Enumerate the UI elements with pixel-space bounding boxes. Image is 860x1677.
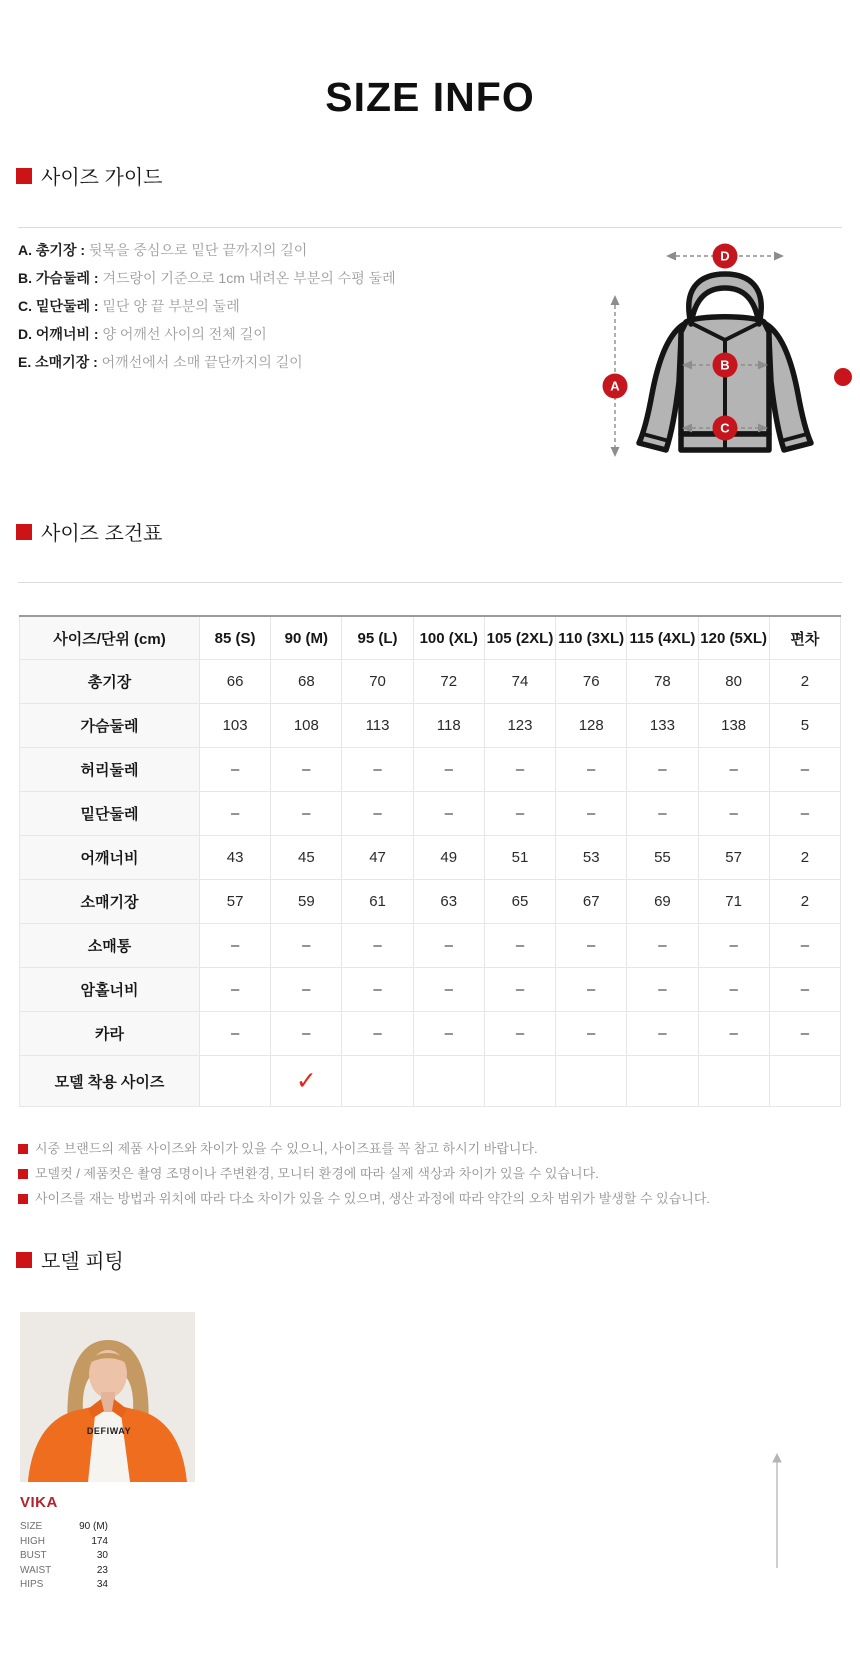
model-spec-row (20, 1549, 108, 1564)
model-specs (20, 1520, 108, 1593)
measure-item-label: E. 소매기장 : (18, 354, 102, 370)
size-chart-column-header: 85 (S) (200, 616, 271, 660)
size-chart-cell: 2 (769, 880, 840, 924)
size-chart-cell: 138 (698, 704, 769, 748)
size-chart-cell: 2 (769, 836, 840, 880)
size-chart-cell: 53 (556, 836, 627, 880)
size-chart-row (20, 704, 841, 748)
divider (18, 582, 842, 583)
size-chart-row-label: 모델 착용 사이즈 (20, 1056, 200, 1107)
size-chart-cell (200, 1056, 271, 1107)
size-guide-heading (16, 161, 860, 190)
size-chart-cell: 113 (342, 704, 413, 748)
size-chart-row-label: 가슴둘레 (20, 704, 200, 748)
size-chart-cell: – (698, 748, 769, 792)
model-spec-label: BUST (20, 1550, 47, 1561)
size-chart-cell: – (413, 924, 484, 968)
model-spec-row (20, 1578, 108, 1593)
notices (18, 1141, 860, 1207)
size-chart-cell: 71 (698, 880, 769, 924)
size-chart-cell: 43 (200, 836, 271, 880)
measure-item-desc: 겨드랑이 기준으로 1cm 내려온 부분의 수평 둘레 (102, 270, 396, 286)
size-chart-cell: – (556, 968, 627, 1012)
size-chart-cell: – (200, 1012, 271, 1056)
size-chart-cell: – (271, 968, 342, 1012)
size-chart-cell: 57 (200, 880, 271, 924)
size-chart-cell: 49 (413, 836, 484, 880)
red-square-bullet-icon (18, 1169, 28, 1179)
size-chart-cell: – (769, 1012, 840, 1056)
size-chart-cell: – (556, 924, 627, 968)
size-chart-cell: – (271, 924, 342, 968)
model-spec-value: 34 (96, 1579, 108, 1590)
size-chart-column-header: 100 (XL) (413, 616, 484, 660)
size-chart-cell: – (200, 792, 271, 836)
page-title: SIZE INFO (325, 74, 535, 120)
notice-text: 시중 브랜드의 제품 사이즈와 차이가 있을 수 있으니, 사이즈표를 꼭 참고 하시기 바랍니다. (35, 1141, 538, 1156)
model-spec-value: 30 (96, 1550, 108, 1561)
measure-item-label: B. 가슴둘레 : (18, 270, 103, 286)
badge-d: D (720, 248, 730, 264)
size-chart-cell: – (342, 924, 413, 968)
size-chart-cell: 66 (200, 660, 271, 704)
size-guide-heading-text: 사이즈 가이드 (41, 167, 163, 189)
size-chart-cell: – (271, 1012, 342, 1056)
red-square-bullet-icon (16, 168, 32, 184)
model-spec-value: 90 (M) (79, 1521, 108, 1532)
size-chart-cell: 55 (627, 836, 698, 880)
notice-item (18, 1166, 860, 1182)
size-chart-cell: 61 (342, 880, 413, 924)
size-chart-row (20, 1056, 841, 1107)
model-size-check-cell: ✓ (271, 1056, 342, 1107)
model-photo (20, 1312, 195, 1482)
size-chart-cell (769, 1056, 840, 1107)
size-chart-cell: 67 (556, 880, 627, 924)
size-chart-row (20, 1012, 841, 1056)
measure-item-label: D. 어깨너비 : (18, 326, 103, 342)
notice-text: 사이즈를 재는 방법과 위치에 따라 다소 차이가 있을 수 있으며, 생산 과정에 따라 약간의 오차 범위가 발생할 수 있습니다. (35, 1191, 711, 1206)
size-chart-column-header: 편차 (769, 616, 840, 660)
size-chart-cell: – (698, 968, 769, 1012)
size-chart-column-header: 115 (4XL) (627, 616, 698, 660)
notice-text: 모델컷 / 제품컷은 촬영 조명이나 주변환경, 모니터 환경에 따라 실제 색상과 차이가 있을 수 있습니다. (35, 1166, 599, 1181)
size-chart-cell: – (769, 748, 840, 792)
size-chart-cell (484, 1056, 555, 1107)
size-chart-row-label: 어깨너비 (20, 836, 200, 880)
model-spec-value: 174 (91, 1535, 108, 1547)
size-chart-cell: – (200, 924, 271, 968)
size-chart-row (20, 792, 841, 836)
size-chart-cell: – (769, 924, 840, 968)
size-chart-row (20, 924, 841, 968)
size-chart-cell: 51 (484, 836, 555, 880)
size-chart-cell: – (556, 748, 627, 792)
size-chart-cell: – (627, 1012, 698, 1056)
size-chart-cell: 118 (413, 704, 484, 748)
badge-a: A (610, 378, 620, 394)
size-chart-cell: – (413, 748, 484, 792)
measure-item-label: A. 총기장 : (18, 242, 89, 258)
size-chart-cell: – (342, 792, 413, 836)
size-chart-column-header: 120 (5XL) (698, 616, 769, 660)
size-chart-cell: – (769, 792, 840, 836)
size-chart-column-header: 95 (L) (342, 616, 413, 660)
size-chart-cell: – (342, 1012, 413, 1056)
size-chart-cell: – (627, 748, 698, 792)
size-chart-cell: – (698, 792, 769, 836)
size-chart-cell: – (627, 924, 698, 968)
size-chart-cell: 2 (769, 660, 840, 704)
model-spec-row (20, 1520, 108, 1535)
size-chart-row (20, 968, 841, 1012)
up-arrow-icon (770, 1452, 784, 1570)
size-chart-cell (698, 1056, 769, 1107)
size-chart-row-label: 밑단둘레 (20, 792, 200, 836)
model-spec-label: HIGH (20, 1535, 45, 1547)
size-chart-column-header: 90 (M) (271, 616, 342, 660)
measure-item-desc: 뒷목을 중심으로 밑단 끝까지의 길이 (88, 242, 308, 258)
size-table-heading-text: 사이즈 조건표 (41, 523, 163, 545)
size-chart-cell: – (413, 1012, 484, 1056)
size-chart-column-header: 105 (2XL) (484, 616, 555, 660)
red-square-bullet-icon (16, 1252, 32, 1268)
size-chart-row-label: 암홀너비 (20, 968, 200, 1012)
size-chart-cell: – (698, 1012, 769, 1056)
size-chart-cell: – (271, 792, 342, 836)
size-chart-row-label: 허리둘레 (20, 748, 200, 792)
size-chart-cell: – (556, 792, 627, 836)
size-chart-cell: 78 (627, 660, 698, 704)
model-spec-label: SIZE (20, 1521, 43, 1532)
size-chart-cell: – (342, 748, 413, 792)
size-chart-cell: – (413, 792, 484, 836)
size-chart-row-label: 카라 (20, 1012, 200, 1056)
size-chart-cell: 59 (271, 880, 342, 924)
size-table-heading (16, 517, 860, 546)
jacket-measure-diagram (585, 236, 835, 466)
size-chart-row (20, 880, 841, 924)
size-chart-cell: – (200, 968, 271, 1012)
size-chart-cell: 5 (769, 704, 840, 748)
model-fitting-heading-text: 모델 피팅 (41, 1251, 124, 1273)
model-fitting-heading (16, 1245, 860, 1274)
size-chart-cell: 47 (342, 836, 413, 880)
size-chart-cell: 72 (413, 660, 484, 704)
size-chart-cell: – (200, 748, 271, 792)
size-chart-cell (342, 1056, 413, 1107)
size-chart-corner-header: 사이즈/단위 (cm) (20, 616, 200, 660)
size-chart-cell: 103 (200, 704, 271, 748)
measure-item-desc: 밑단 양 끝 부분의 둘레 (102, 298, 240, 314)
size-chart-table (19, 615, 841, 1107)
model-spec-row (20, 1564, 108, 1579)
size-chart-cell: – (484, 1012, 555, 1056)
size-guide-body (0, 228, 860, 463)
model-spec-value: 23 (96, 1564, 108, 1576)
size-chart-cell: – (484, 968, 555, 1012)
size-chart-cell (413, 1056, 484, 1107)
size-chart-cell (556, 1056, 627, 1107)
size-chart-cell: – (484, 924, 555, 968)
measure-item-desc: 양 어깨선 사이의 전체 길이 (102, 326, 267, 342)
size-chart-cell: – (342, 968, 413, 1012)
size-chart-row-label: 총기장 (20, 660, 200, 704)
size-chart-cell: 68 (271, 660, 342, 704)
size-chart-cell: 123 (484, 704, 555, 748)
size-chart-cell: 108 (271, 704, 342, 748)
size-chart-cell: 70 (342, 660, 413, 704)
size-chart-cell: – (698, 924, 769, 968)
badge-b: B (720, 357, 730, 373)
size-chart-cell: 76 (556, 660, 627, 704)
size-chart-cell: 133 (627, 704, 698, 748)
size-chart-cell: – (271, 748, 342, 792)
measure-item-label: C. 밑단둘레 : (18, 298, 103, 314)
size-chart-row-label: 소매통 (20, 924, 200, 968)
size-chart-body (20, 660, 841, 1107)
red-square-bullet-icon (18, 1194, 28, 1204)
size-chart-cell: – (484, 792, 555, 836)
size-chart-row (20, 748, 841, 792)
size-chart-row (20, 660, 841, 704)
size-chart-cell: 69 (627, 880, 698, 924)
size-chart-row-label: 소매기장 (20, 880, 200, 924)
model-spec-label: WAIST (20, 1564, 52, 1576)
size-chart-cell: 74 (484, 660, 555, 704)
model-spec-label: HIPS (20, 1579, 44, 1590)
size-chart-cell: 45 (271, 836, 342, 880)
model-name: VIKA (20, 1494, 58, 1511)
model-spec-row (20, 1535, 108, 1550)
size-chart-cell: 63 (413, 880, 484, 924)
size-chart-cell: – (627, 792, 698, 836)
size-chart-header-row (20, 616, 841, 660)
shirt-logo-text: DEFIWAY (86, 1426, 132, 1436)
size-chart-cell: – (769, 968, 840, 1012)
size-chart-cell: 128 (556, 704, 627, 748)
size-chart-row (20, 836, 841, 880)
red-square-bullet-icon (18, 1144, 28, 1154)
size-chart-cell (627, 1056, 698, 1107)
size-chart-cell: – (413, 968, 484, 1012)
size-chart-cell: – (556, 1012, 627, 1056)
size-chart-cell: – (484, 748, 555, 792)
red-dot-marker-icon (834, 368, 852, 386)
size-chart-cell: 80 (698, 660, 769, 704)
size-chart-cell: 57 (698, 836, 769, 880)
size-chart-column-header: 110 (3XL) (556, 616, 627, 660)
notice-item (18, 1191, 860, 1207)
size-chart-cell: – (627, 968, 698, 1012)
measure-item-desc: 어깨선에서 소매 끝단까지의 길이 (101, 354, 303, 370)
red-square-bullet-icon (16, 524, 32, 540)
badge-c: C (720, 420, 730, 436)
size-chart-cell: 65 (484, 880, 555, 924)
notice-item (18, 1141, 860, 1157)
